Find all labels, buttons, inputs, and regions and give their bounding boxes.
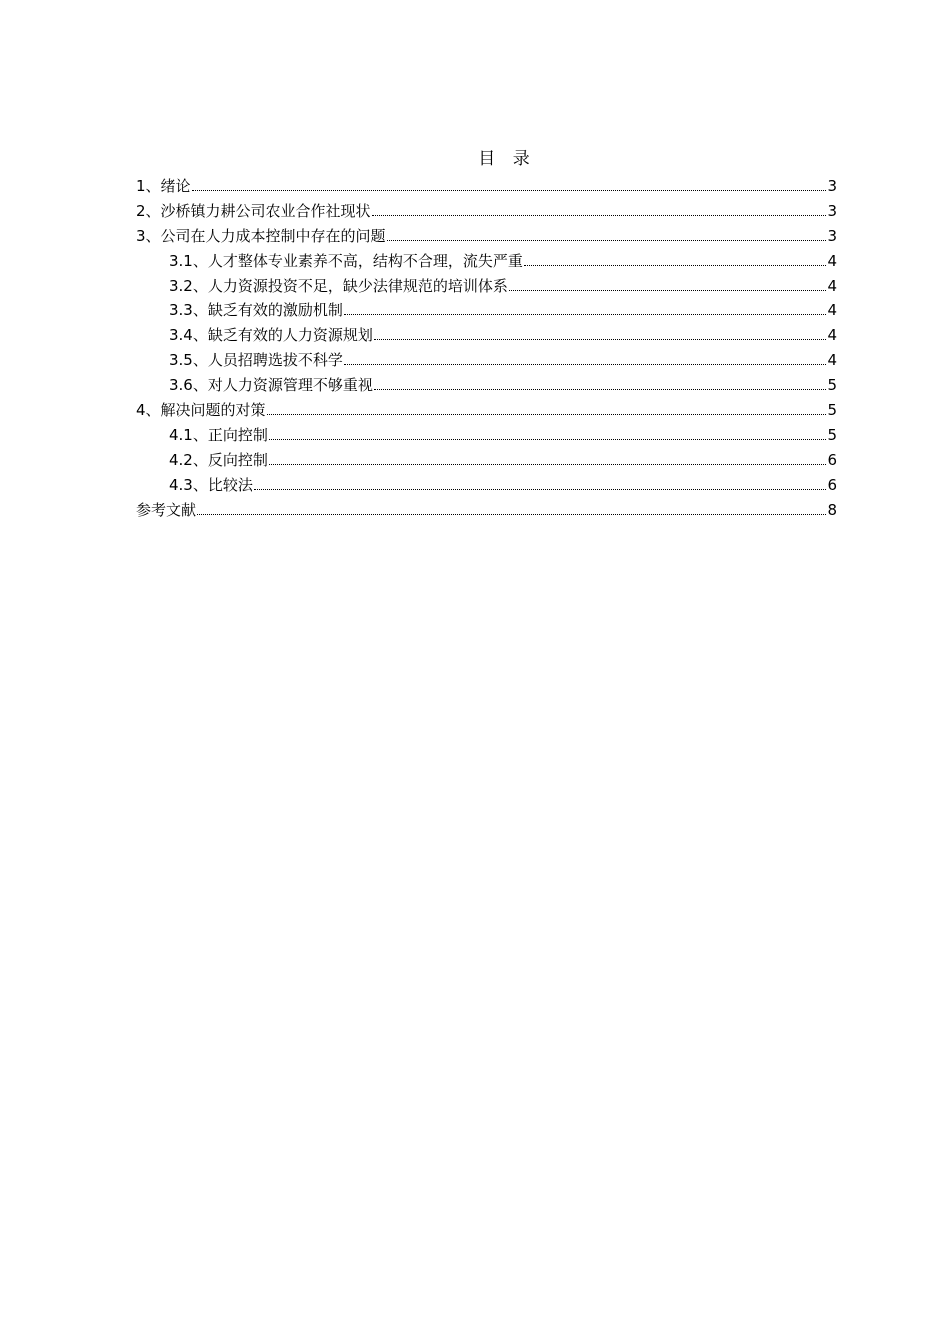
toc-entry-page: 4 [827,301,837,320]
dot-leader [344,314,827,315]
dot-leader [372,215,827,216]
dot-leader [267,414,827,415]
dot-leader [269,439,827,440]
toc-entry[interactable] [136,398,837,423]
toc-entry-page: 4 [827,351,837,370]
toc-entry[interactable] [136,249,837,274]
toc-entry[interactable] [136,323,837,348]
toc-entry-page: 5 [827,376,837,395]
toc-entry-page: 6 [827,450,837,469]
toc-entry-text: 3、公司在人力成本控制中存在的问题 [136,226,386,245]
toc-entry[interactable] [136,274,837,299]
toc-entry-text: 3.3、缺乏有效的激励机制 [169,301,343,320]
toc-entry[interactable] [136,498,837,523]
toc-entry-page: 3 [827,177,837,195]
dot-leader [387,240,827,241]
toc-entry[interactable] [136,448,837,473]
toc-entry-text: 3.6、对人力资源管理不够重视 [169,376,373,395]
toc-entry-text: 3.5、人员招聘选拔不科学 [169,351,343,370]
toc-entry-text: 参考文献 [136,500,197,519]
toc-entry-text: 1、绪论 [136,177,191,195]
dot-leader [524,265,827,266]
toc-entry[interactable] [136,348,837,373]
toc-entry-text: 2、沙桥镇力耕公司农业合作社现状 [136,201,371,220]
toc-entry-text: 3.2、人力资源投资不足，缺少法律规范的培训体系 [169,276,508,295]
toc-entry[interactable] [136,224,837,249]
dot-leader [374,389,827,390]
toc-entry-text: 3.1、人才整体专业素养不高，结构不合理，流失严重 [169,251,523,270]
toc-entry-page: 8 [827,500,837,519]
dot-leader [344,364,827,365]
dot-leader [254,489,827,490]
toc-entry-page: 4 [827,251,837,270]
dot-leader [192,190,827,191]
toc-title: 目 录 [478,149,536,169]
toc-entry-page: 5 [827,425,837,444]
toc-entry[interactable] [136,199,837,224]
toc-entry[interactable] [136,298,837,323]
toc-entry-text: 3.4、缺乏有效的人力资源规划 [169,326,373,345]
toc-entry-text: 4.1、正向控制 [169,425,268,444]
toc-entry[interactable] [136,423,837,448]
dot-leader [269,464,827,465]
toc-entry-page: 3 [827,201,837,220]
toc-entry-page: 4 [827,326,837,345]
toc-entry[interactable] [136,174,837,199]
dot-leader [509,290,827,291]
dot-leader [374,339,827,340]
toc-entry-text: 4.3、比较法 [169,475,253,494]
dot-leader [197,514,826,515]
toc-entry-text: 4.2、反向控制 [169,450,268,469]
table-of-contents [136,174,837,522]
toc-entry[interactable] [136,473,837,498]
toc-entry-page: 6 [827,475,837,494]
toc-entry-text: 4、解决问题的对策 [136,401,266,420]
toc-entry[interactable] [136,373,837,398]
toc-entry-page: 4 [827,276,837,295]
toc-entry-page: 3 [827,226,837,245]
toc-entry-page: 5 [827,401,837,420]
